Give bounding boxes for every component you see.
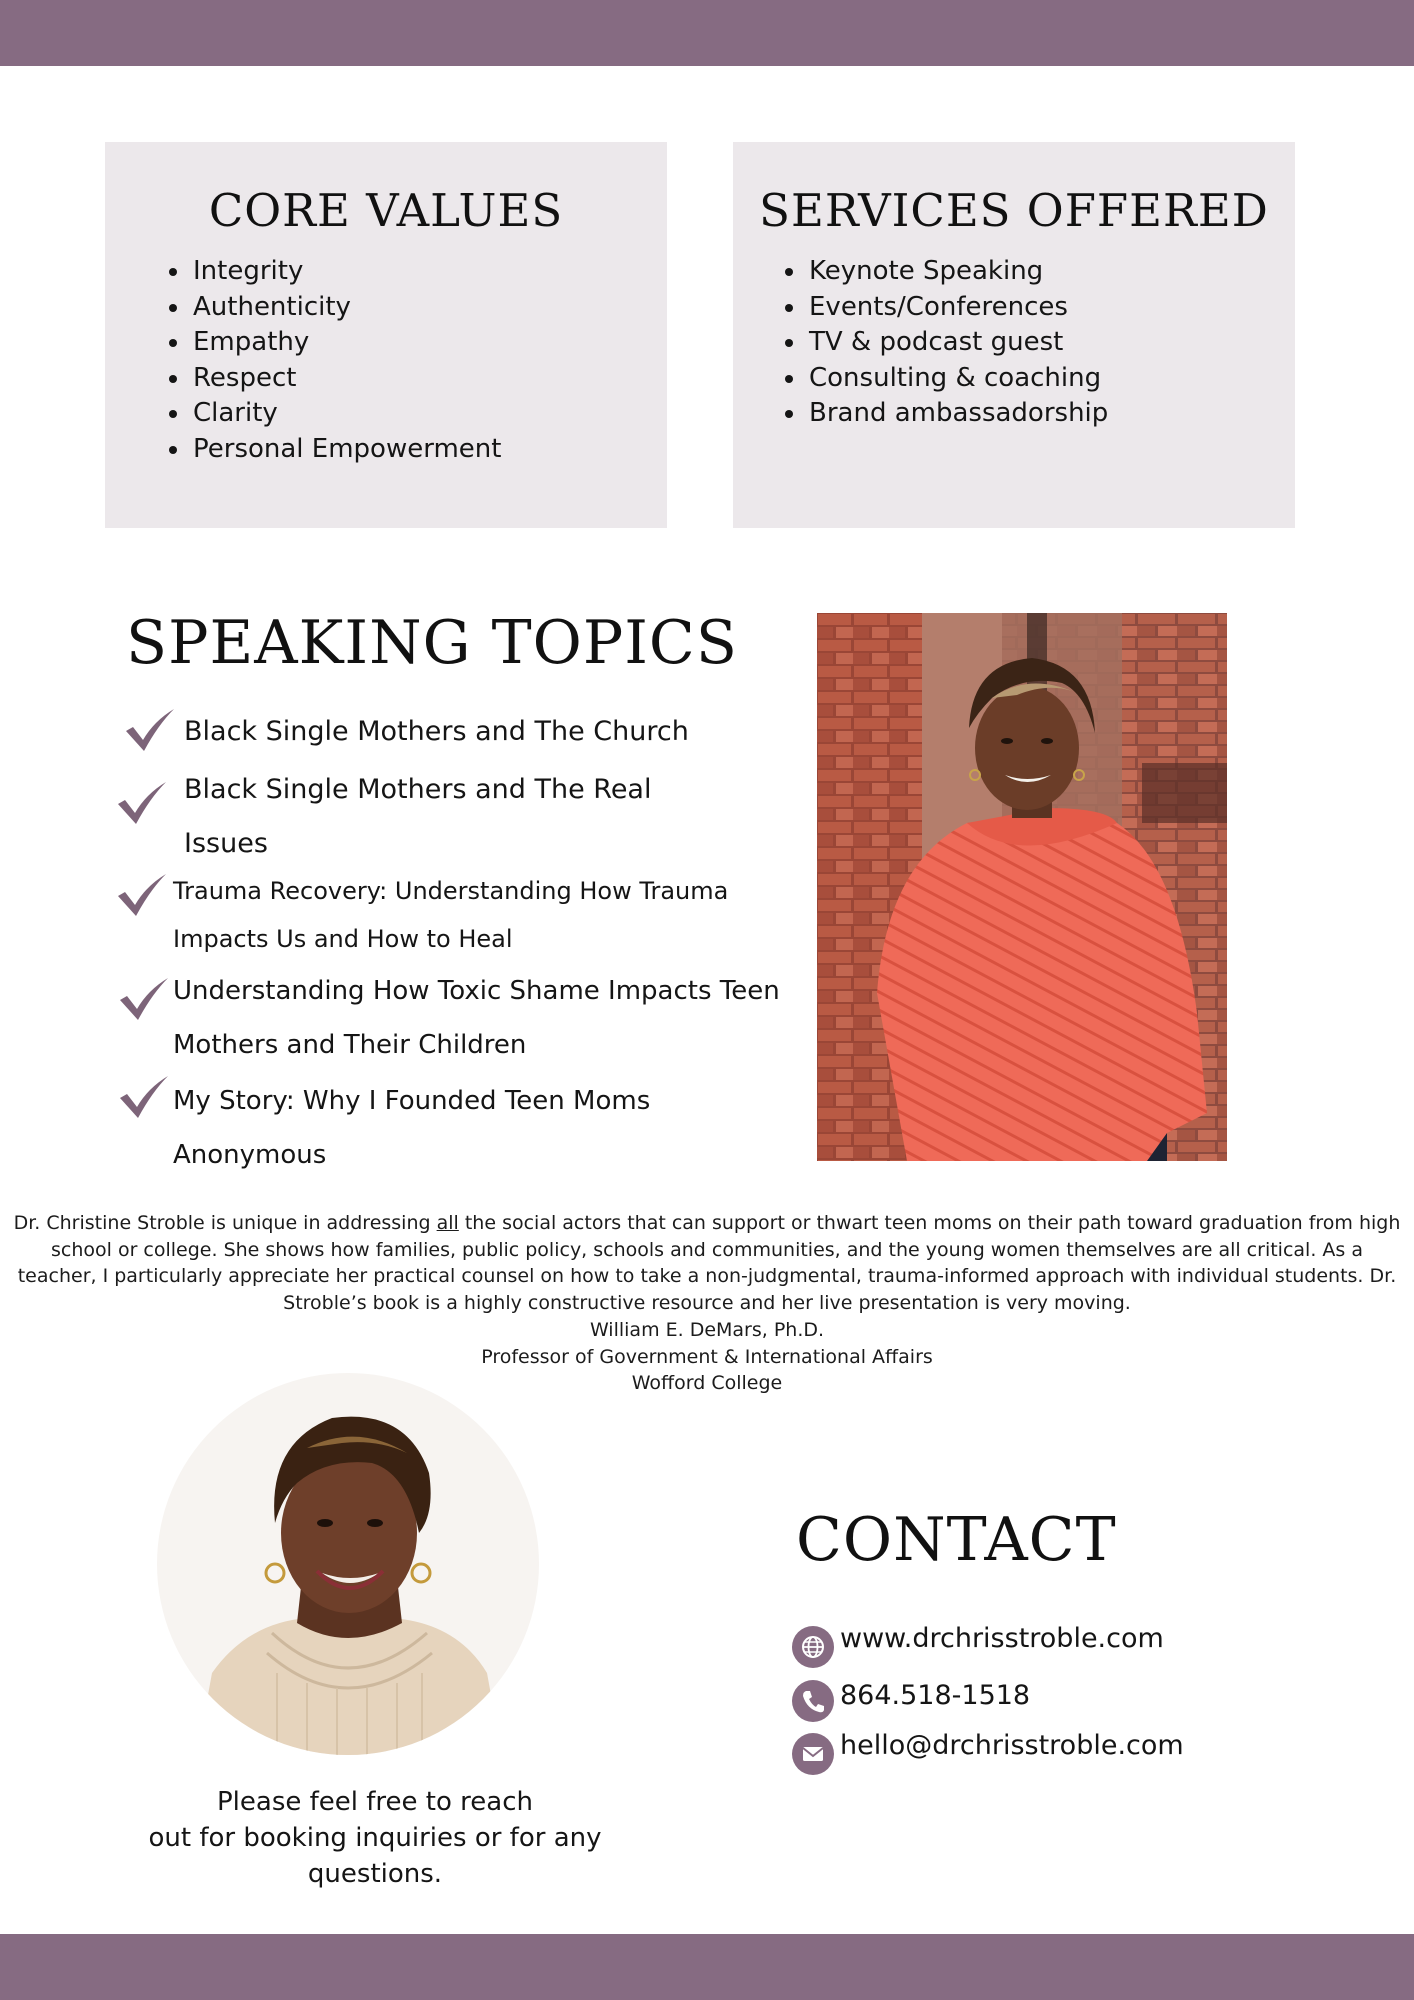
topic-item: Trauma Recovery: Understanding How Trauma xyxy=(173,877,729,905)
topic-item-continued: Mothers and Their Children xyxy=(173,1030,527,1060)
topic-item: Black Single Mothers and The Real xyxy=(184,774,652,805)
list-item: • Respect xyxy=(191,361,501,397)
booking-line: Please feel free to reach xyxy=(217,1787,533,1817)
list-item: • Keynote Speaking xyxy=(807,254,1108,290)
topic-item-continued: Issues xyxy=(184,828,268,859)
mail-icon xyxy=(792,1733,834,1775)
testimonial-text-end: the social actors that can support or thwart teen moms on their path toward graduation from high school or college. She shows how families, public policy, schools and communities, and the young women themselves are all critical. As a teacher, I particularly appreciate her practical counsel on how to take a non-judgmental, trauma-informed approach with individual students. Dr. Stroble’s book is a highly constructive resource and her live presentation is very moving. xyxy=(17,1212,1401,1315)
phone-icon xyxy=(792,1680,834,1722)
booking-line: out for booking inquiries or for any xyxy=(148,1823,602,1853)
list-item: • Personal Empowerment xyxy=(191,432,501,468)
list-item: • Integrity xyxy=(191,254,501,290)
bottom-banner xyxy=(0,1934,1414,2000)
services-list xyxy=(773,254,1108,432)
top-banner xyxy=(0,0,1414,66)
core-values-list xyxy=(157,254,501,467)
services-title: SERVICES OFFERED xyxy=(759,184,1269,237)
list-item: • Authenticity xyxy=(191,290,501,326)
email-link[interactable]: hello@drchrisstroble.com xyxy=(840,1730,1184,1761)
checkmark-icon xyxy=(118,1074,170,1120)
topic-item: My Story: Why I Founded Teen Moms xyxy=(173,1086,651,1116)
booking-line: questions. xyxy=(307,1859,443,1889)
headshot-photo xyxy=(157,1373,539,1755)
list-item: • Clarity xyxy=(191,396,501,432)
testimonial-emphasis: all xyxy=(436,1212,459,1234)
topic-item-continued: Impacts Us and How to Heal xyxy=(173,925,513,953)
checkmark-icon xyxy=(116,780,168,826)
topic-item: Understanding How Toxic Shame Impacts Teen xyxy=(173,976,780,1006)
checkmark-icon xyxy=(118,976,170,1022)
booking-invitation xyxy=(140,1784,610,1892)
testimonial-text xyxy=(10,1210,1404,1317)
speaker-photo xyxy=(817,613,1227,1161)
speaking-topics-title: SPEAKING TOPICS xyxy=(126,608,738,678)
topic-item: Black Single Mothers and The Church xyxy=(184,716,689,747)
testimonial-org: Wofford College xyxy=(631,1372,783,1395)
list-item: • Events/Conferences xyxy=(807,290,1108,326)
website-link[interactable]: www.drchrisstroble.com xyxy=(840,1623,1164,1654)
checkmark-icon xyxy=(124,707,176,753)
topic-item-continued: Anonymous xyxy=(173,1140,327,1170)
checkmark-icon xyxy=(116,872,168,918)
list-item: • TV & podcast guest xyxy=(807,325,1108,361)
core-values-title: CORE VALUES xyxy=(208,184,564,237)
contact-title: CONTACT xyxy=(796,1505,1117,1575)
phone-number[interactable]: 864.518-1518 xyxy=(840,1680,1031,1711)
testimonial-role: Professor of Government & International Affairs xyxy=(481,1345,933,1368)
testimonial-text-start: Dr. Christine Stroble is unique in addressing xyxy=(13,1212,437,1234)
list-item: • Brand ambassadorship xyxy=(807,396,1108,432)
testimonial-author: William E. DeMars, Ph.D. xyxy=(589,1318,825,1341)
list-item: • Consulting & coaching xyxy=(807,361,1108,397)
services-panel xyxy=(733,142,1295,528)
globe-icon xyxy=(792,1626,834,1668)
testimonial xyxy=(10,1210,1404,1397)
core-values-panel xyxy=(105,142,667,528)
list-item: • Empathy xyxy=(191,325,501,361)
